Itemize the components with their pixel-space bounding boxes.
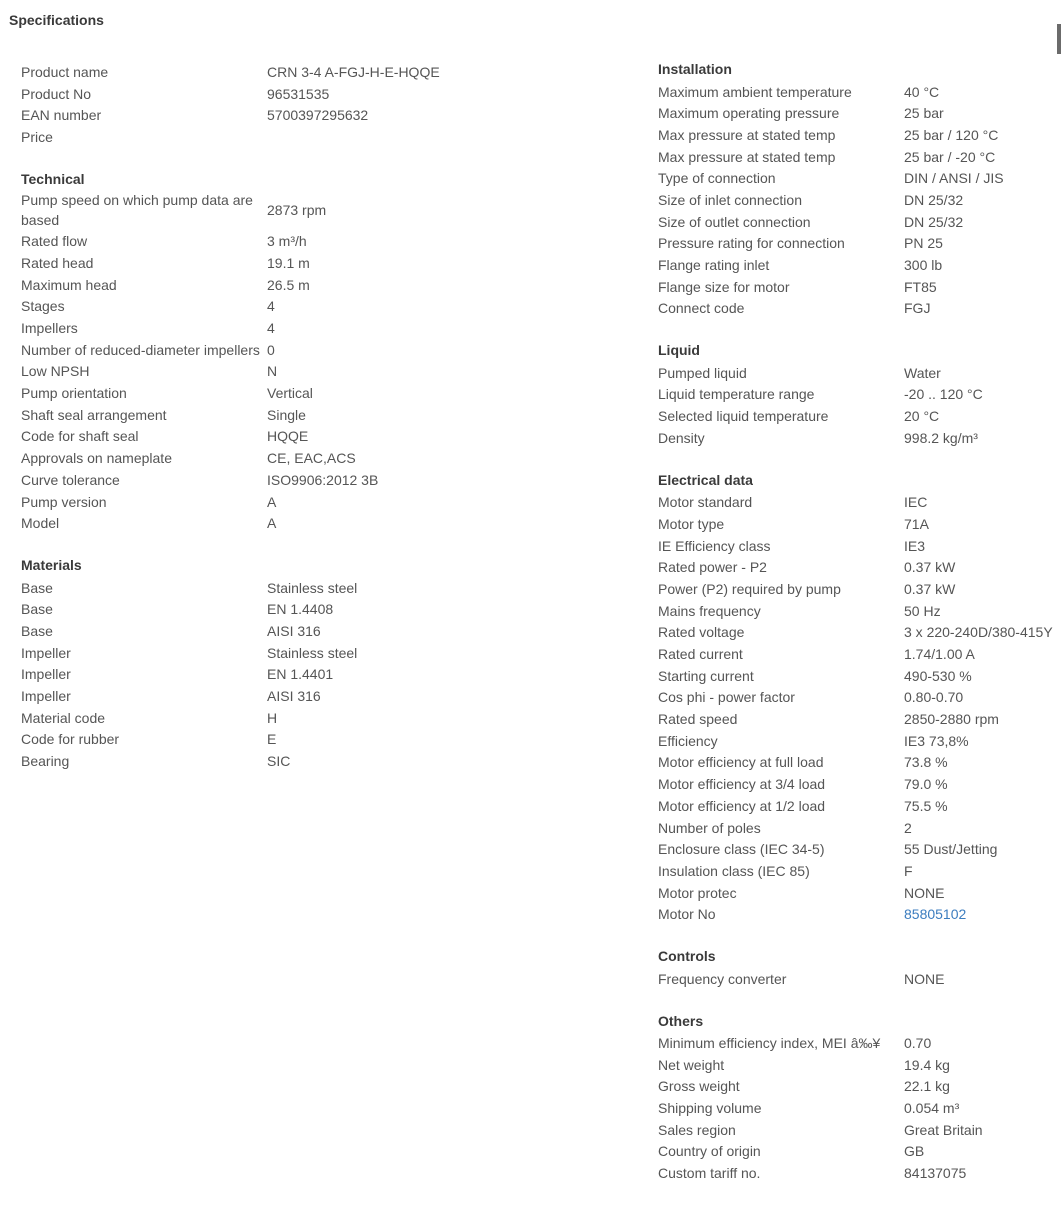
spec-value: A [267, 493, 277, 510]
spec-row [658, 535, 1061, 557]
spec-label: Material code [21, 709, 106, 726]
spec-row [658, 211, 1061, 233]
spec-label: Type of connection [658, 170, 776, 187]
spec-row [658, 687, 1061, 709]
spec-row [658, 1054, 1061, 1076]
spec-label: Pump orientation [21, 385, 127, 402]
spec-value: 4 [267, 298, 275, 315]
spec-value: 1.74/1.00 A [904, 646, 975, 663]
spec-label: Rated flow [21, 233, 88, 250]
motor-number-link[interactable]: 85805102 [904, 906, 967, 923]
spec-label: Motor standard [658, 494, 753, 511]
spec-label: Minimum efficiency index, MEI â‰¥ [658, 1035, 881, 1052]
spec-row [658, 298, 1061, 320]
spec-label: Code for rubber [21, 731, 120, 748]
others-section-title: Others [658, 1012, 704, 1029]
spec-row [658, 1162, 1061, 1184]
spec-value: 0.37 kW [904, 559, 956, 576]
spec-value: Stainless steel [267, 579, 358, 596]
spec-label: Motor efficiency at full load [658, 754, 824, 771]
spec-value: 71A [904, 515, 929, 532]
spec-label: Net weight [658, 1056, 725, 1073]
spec-label: Efficiency [658, 732, 718, 749]
spec-label: Size of inlet connection [658, 191, 802, 208]
spec-label: Mains frequency [658, 602, 761, 619]
spec-label: Stages [21, 298, 65, 315]
spec-value: ISO9906:2012 3B [267, 471, 379, 488]
spec-row [658, 427, 1061, 449]
spec-row [658, 752, 1061, 774]
spec-row [658, 124, 1061, 146]
spec-label: Motor efficiency at 3/4 load [658, 776, 826, 793]
spec-value: DN 25/32 [904, 191, 964, 208]
others-section [658, 1011, 1061, 1185]
spec-row [658, 102, 1061, 124]
spec-value: N [267, 363, 278, 380]
spec-row [658, 513, 1061, 535]
spec-value: FT85 [904, 278, 937, 295]
spec-value: EN 1.4401 [267, 666, 334, 683]
spec-row [658, 860, 1061, 882]
spec-row [21, 577, 441, 599]
spec-value: NONE [904, 970, 945, 987]
spec-label: Connect code [658, 300, 745, 317]
spec-value: 25 bar / -20 °C [904, 148, 996, 165]
spec-row [21, 126, 441, 148]
spec-label: Shaft seal arrangement [21, 406, 167, 423]
spec-value: IE3 [904, 537, 926, 554]
spec-value: 20 °C [904, 408, 940, 425]
spec-value: 96531535 [267, 85, 330, 102]
spec-value: E [267, 731, 277, 748]
spec-row [658, 1076, 1061, 1098]
spec-row [21, 252, 441, 274]
general-section [21, 61, 441, 148]
liquid-section [658, 340, 1061, 448]
spec-label: Sales region [658, 1121, 736, 1138]
spec-row [21, 469, 441, 491]
spec-row [21, 83, 441, 105]
spec-label: Pressure rating for connection [658, 235, 845, 252]
installation-section-title: Installation [658, 61, 732, 77]
scrollbar-thumb[interactable] [1057, 24, 1061, 54]
spec-row [21, 274, 441, 296]
controls-section-title: Controls [658, 948, 716, 965]
spec-row [21, 685, 441, 707]
spec-value: AISI 316 [267, 688, 321, 705]
spec-row [658, 1097, 1061, 1119]
spec-label: Max pressure at stated temp [658, 126, 836, 143]
spec-value: 2850-2880 rpm [904, 711, 999, 728]
spec-label: Maximum head [21, 276, 117, 293]
spec-value: PN 25 [904, 235, 943, 252]
spec-row [21, 230, 441, 252]
spec-label: Number of reduced-diameter impellers [21, 341, 260, 358]
spec-label: Maximum ambient temperature [658, 83, 852, 100]
spec-row [21, 426, 441, 448]
spec-label: EAN number [21, 107, 102, 124]
spec-row [21, 447, 441, 469]
spec-value: IE3 73,8% [904, 732, 969, 749]
spec-label: Density [658, 429, 705, 446]
spec-label: Price [21, 128, 53, 145]
spec-row [658, 1141, 1061, 1163]
spec-value: 79.0 % [904, 776, 948, 793]
spec-label: Rated speed [658, 711, 738, 728]
spec-label: Size of outlet connection [658, 213, 811, 230]
right-column [658, 59, 1061, 1205]
spec-label: Power (P2) required by pump [658, 580, 841, 597]
spec-value: 84137075 [904, 1165, 967, 1182]
spec-value: 0.37 kW [904, 580, 956, 597]
spec-label: Rated current [658, 646, 743, 663]
spec-row [658, 405, 1061, 427]
spec-value: NONE [904, 884, 945, 901]
spec-row [21, 61, 441, 83]
spec-label: Pumped liquid [658, 364, 747, 381]
spec-label: Gross weight [658, 1078, 740, 1095]
spec-row [658, 167, 1061, 189]
spec-value: 5700397295632 [267, 107, 369, 124]
spec-row [658, 643, 1061, 665]
spec-label: Motor No [658, 906, 716, 923]
spec-row [658, 1032, 1061, 1054]
spec-label: Starting current [658, 667, 754, 684]
spec-row [658, 491, 1061, 513]
spec-label: Max pressure at stated temp [658, 148, 836, 165]
spec-value: 3 x 220-240D/380-415Y [904, 624, 1053, 641]
spec-value: CE, EAC,ACS [267, 450, 356, 467]
spec-value: 0.054 m³ [904, 1100, 960, 1117]
spec-label: Pump version [21, 493, 107, 510]
materials-section-title: Materials [21, 557, 82, 574]
spec-row [658, 903, 1061, 925]
spec-value: 300 lb [904, 257, 943, 274]
materials-section [21, 555, 441, 772]
spec-row [658, 81, 1061, 103]
spec-label: IE Efficiency class [658, 537, 771, 554]
spec-row [21, 296, 441, 318]
spec-row [21, 317, 441, 339]
spec-label: Motor efficiency at 1/2 load [658, 797, 826, 814]
spec-value: 25 bar / 120 °C [904, 126, 999, 143]
spec-value: Vertical [267, 385, 313, 402]
spec-value: 3 m³/h [267, 233, 307, 250]
spec-value: Single [267, 406, 306, 423]
spec-label: Rated power - P2 [658, 559, 767, 576]
spec-row [658, 384, 1061, 406]
technical-section [21, 169, 441, 534]
spec-row [21, 382, 441, 404]
spec-label: Selected liquid temperature [658, 408, 829, 425]
spec-row [21, 664, 441, 686]
spec-value: 998.2 kg/m³ [904, 429, 978, 446]
spec-row [21, 339, 441, 361]
spec-row [658, 730, 1061, 752]
spec-label: Frequency converter [658, 970, 787, 987]
spec-row [658, 254, 1061, 276]
spec-row [658, 708, 1061, 730]
spec-label: Custom tariff no. [658, 1165, 761, 1182]
spec-label: Low NPSH [21, 363, 90, 380]
spec-label: Impeller [21, 666, 71, 683]
spec-row [658, 233, 1061, 255]
spec-value: Water [904, 364, 941, 381]
spec-label: Impellers [21, 320, 78, 337]
spec-value: SIC [267, 753, 291, 770]
spec-value: Stainless steel [267, 644, 358, 661]
spec-value: 25 bar [904, 105, 944, 122]
electrical-section [658, 470, 1061, 925]
spec-row [658, 1119, 1061, 1141]
spec-label: Enclosure class (IEC 34-5) [658, 841, 825, 858]
spec-row [658, 189, 1061, 211]
spec-value: AISI 316 [267, 622, 321, 639]
spec-row [658, 665, 1061, 687]
spec-row [658, 817, 1061, 839]
spec-label: Flange rating inlet [658, 257, 770, 274]
spec-value: 40 °C [904, 83, 940, 100]
spec-row [658, 578, 1061, 600]
spec-label: Insulation class (IEC 85) [658, 862, 810, 879]
liquid-section-title: Liquid [658, 342, 700, 359]
spec-value: IEC [904, 494, 928, 511]
spec-value: Great Britain [904, 1121, 983, 1138]
spec-value: HQQE [267, 428, 309, 445]
spec-label: Country of origin [658, 1143, 761, 1160]
spec-row [21, 104, 441, 126]
spec-value: 22.1 kg [904, 1078, 950, 1095]
spec-value: 0 [267, 341, 275, 358]
spec-label: Code for shaft seal [21, 428, 139, 445]
spec-row [21, 512, 441, 534]
spec-row [658, 795, 1061, 817]
spec-row [658, 882, 1061, 904]
spec-label: Product No [21, 85, 92, 102]
spec-label: Curve tolerance [21, 471, 120, 488]
spec-label: Base [21, 601, 53, 618]
spec-row [21, 620, 441, 642]
spec-value: -20 .. 120 °C [904, 386, 983, 403]
spec-label: Pump speed on which pump data are based [21, 192, 253, 229]
spec-value: 75.5 % [904, 797, 948, 814]
spec-label: Motor protec [658, 884, 737, 901]
spec-value: 4 [267, 320, 275, 337]
spec-label: Approvals on nameplate [21, 450, 172, 467]
spec-value: DIN / ANSI / JIS [904, 170, 1004, 187]
spec-label: Impeller [21, 688, 71, 705]
spec-value: F [904, 862, 913, 879]
spec-label: Motor type [658, 515, 725, 532]
spec-row [658, 362, 1061, 384]
spec-label: Base [21, 622, 53, 639]
spec-label: Maximum operating pressure [658, 105, 840, 122]
spec-row [21, 190, 441, 230]
spec-label: Impeller [21, 644, 71, 661]
spec-value: GB [904, 1143, 925, 1160]
spec-row [21, 707, 441, 729]
spec-row [658, 146, 1061, 168]
spec-label: Bearing [21, 753, 70, 770]
spec-row [21, 598, 441, 620]
spec-value: DN 25/32 [904, 213, 964, 230]
spec-label: Flange size for motor [658, 278, 790, 295]
spec-row [658, 556, 1061, 578]
spec-value: 19.1 m [267, 254, 310, 271]
spec-value: EN 1.4408 [267, 601, 334, 618]
spec-label: Liquid temperature range [658, 386, 815, 403]
spec-row [658, 773, 1061, 795]
left-column [21, 61, 441, 793]
spec-row [21, 361, 441, 383]
spec-value: 490-530 % [904, 667, 972, 684]
spec-value: A [267, 515, 277, 532]
spec-row [658, 622, 1061, 644]
spec-value: 0.70 [904, 1035, 932, 1052]
spec-label: Number of poles [658, 819, 761, 836]
spec-value: 2 [904, 819, 912, 836]
spec-value: 19.4 kg [904, 1056, 950, 1073]
spec-row [658, 276, 1061, 298]
spec-label: Shipping volume [658, 1100, 762, 1117]
spec-value: 55 Dust/Jetting [904, 841, 998, 858]
spec-row [658, 838, 1061, 860]
spec-value: 0.80-0.70 [904, 689, 964, 706]
spec-row [21, 491, 441, 513]
spec-value: 26.5 m [267, 276, 310, 293]
spec-label: Rated head [21, 254, 94, 271]
page-title: Specifications [9, 12, 104, 28]
spec-label: Model [21, 515, 60, 532]
spec-value: CRN 3-4 A-FGJ-H-E-HQQE [267, 63, 440, 80]
spec-row [658, 600, 1061, 622]
spec-row [658, 968, 1061, 990]
technical-section-title: Technical [21, 170, 85, 187]
spec-value: 2873 rpm [267, 202, 327, 219]
spec-row [21, 404, 441, 426]
spec-value: H [267, 709, 278, 726]
spec-value: 73.8 % [904, 754, 948, 771]
spec-row [21, 729, 441, 751]
controls-section [658, 946, 1061, 989]
spec-label: Cos phi - power factor [658, 689, 795, 706]
spec-value: 50 Hz [904, 602, 941, 619]
spec-value: FGJ [904, 300, 931, 317]
spec-label: Base [21, 579, 53, 596]
electrical-section-title: Electrical data [658, 471, 753, 488]
spec-label: Rated voltage [658, 624, 745, 641]
spec-row [21, 642, 441, 664]
spec-row [21, 750, 441, 772]
spec-label: Product name [21, 63, 109, 80]
installation-section [658, 59, 1061, 319]
